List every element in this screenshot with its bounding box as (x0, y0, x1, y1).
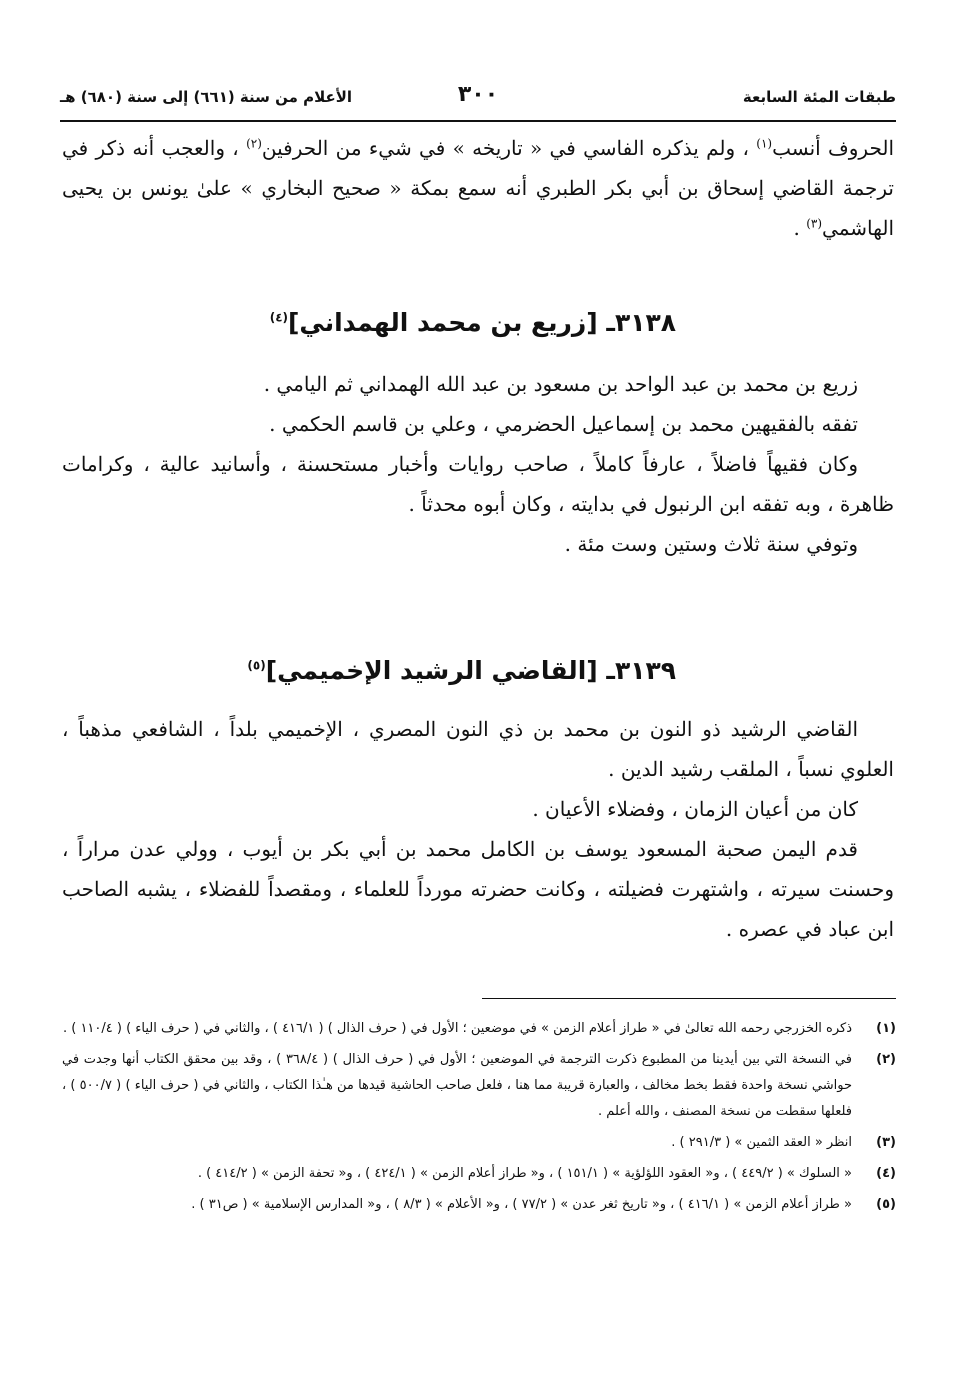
entry-paragraph: قدم اليمن صحبة المسعود يوسف بن الكامل محمد بن أبي بكر بن أيوب ، وولي عدن مراراً ، وحسنت سيرته ، واشتهرت فضيلته ، وكانت حضرته مورداً للعلماء ، ومقصداً للفضلاء ، يشبه الصاحب ابن عباد في عصره . (62, 837, 894, 941)
entry-paragraph: وكان فقيهاً فاضلاً ، عارفاً كاملاً ، صاحب روايات وأخبار مستحسنة ، وأسانيد عالية ، وكرامات ظاهرة ، وبه تفقه ابن الرنبول في بدايته ، وكان أبوه محدثاً . (62, 452, 894, 516)
entry-heading-3138 (270, 308, 676, 337)
entry-paragraph: كان من أعيان الزمان ، وفضلاء الأعيان . (532, 797, 858, 821)
footnote-number: (٥) (876, 1197, 896, 1212)
footnote-item (62, 1161, 896, 1187)
footnote-number: (٣) (876, 1135, 896, 1150)
entry-paragraph: تفقه بالفقيهين محمد بن إسماعيل الحضرمي ، وعلي بن قاسم الحكمي . (269, 412, 858, 436)
footnote-ref: (٤) (269, 310, 288, 325)
heading-text: ٣١٣٨ـ [زريع بن محمد الهمداني] (288, 308, 676, 337)
footnotes (62, 1016, 896, 1223)
footnote-number: (٢) (876, 1052, 896, 1067)
footnote-divider (482, 998, 896, 999)
text-run: . (793, 216, 807, 240)
book-range: الأعلام من سنة (٦٦١) إلى سنة (٦٨٠) هـ (60, 88, 353, 106)
footnote-text: « طراز أعلام الزمن » ( ٤١٦/١ ) ، و« تاريخ ثغر عدن » ( ٧٧/٢ ) ، و« الأعلام » ( ٨/٣ ) ، و« المدارس الإسلامية » ( ص٣١ ) . (191, 1197, 852, 1212)
text-run: ، والعجب أنه ذكر في ترجمة القاضي إسحاق بن أبي بكر الطبري أنه سمع بمكة « صحيح البخاري » علىٰ يونس بن يحيى الهاشمي (62, 136, 894, 240)
continuation-text (62, 128, 894, 248)
footnote-text: « السلوك » ( ٤٤٩/٢ ) ، و« العقود اللؤلؤية » ( ١٥١/١ ) ، و« طراز أعلام الزمن » ( ٤٢٤/١ ) ، و« تحفة الزمن » ( ٤١٤/٢ ) . (197, 1166, 852, 1181)
page-number: ٣٠٠ (457, 82, 499, 107)
footnote-item (62, 1192, 896, 1218)
continuation-paragraph (62, 128, 894, 248)
footnote-text: ذكره الخزرجي رحمه الله تعالىٰ في « طراز أعلام الزمن » في موضعين ؛ الأول في ( حرف الذال ) ( ٤١٦/١ ) ، والثاني في ( حرف الياء ) ( ١١٠/٤ ) . (62, 1021, 852, 1036)
entry-paragraph: القاضي الرشيد ذو النون بن محمد بن ذي النون المصري ، الإخميمي بلداً ، الشافعي مذهباً ، العلوي نسباً ، الملقب رشيد الدين . (62, 717, 894, 781)
running-header (60, 84, 896, 118)
footnote-ref: (٥) (247, 658, 266, 673)
footnote-ref: (١) (756, 136, 773, 151)
entry-body-3139 (62, 709, 894, 949)
section-title: طبقات المئة السابعة (742, 88, 896, 106)
entry-heading-3139 (247, 656, 676, 685)
footnote-ref: (٢) (246, 136, 262, 151)
header-divider (60, 120, 896, 122)
footnote-number: (١) (876, 1021, 896, 1036)
text-run: ، ولم يذكره الفاسي في « تاريخه » في شيء من الحرفين (261, 136, 757, 160)
footnote-item (62, 1047, 896, 1125)
footnote-item (62, 1016, 896, 1042)
footnote-item (62, 1130, 896, 1156)
footnote-text: في النسخة التي بين أيدينا من المطبوع ذكرت الترجمة في الموضعين ؛ الأول في ( حرف الذال ) ( ٣٦٨/٤ ) ، وقد بين محقق الكتاب أنها وجدت في حواشي نسخة واحدة فقط بخط مخالف ، والعبارة قريبة مما هنا ، فلعل صاحب الحاشية قيدها من هـٰذا الكتاب ، والثاني في ( حرف الياء ) ( ٥٠٠/٧ ) ، فلعلها سقطت من نسخة المصنف ، والله أعلم . (62, 1052, 852, 1119)
footnote-number: (٤) (876, 1166, 896, 1181)
entry-paragraph: وتوفي سنة ثلاث وستين وست مئة . (564, 532, 858, 556)
text-run: الحروف أنسب (772, 136, 894, 160)
footnote-ref: (٣) (806, 216, 823, 231)
entry-paragraph: زريع بن محمد بن عبد الواحد بن مسعود بن عبد الله الهمداني ثم اليامي . (263, 372, 858, 396)
footnote-text: انظر « العقد الثمين » ( ٢٩١/٣ ) . (671, 1135, 852, 1150)
heading-text: ٣١٣٩ـ [القاضي الرشيد الإخميمي] (265, 656, 676, 685)
entry-body-3138 (62, 364, 894, 564)
